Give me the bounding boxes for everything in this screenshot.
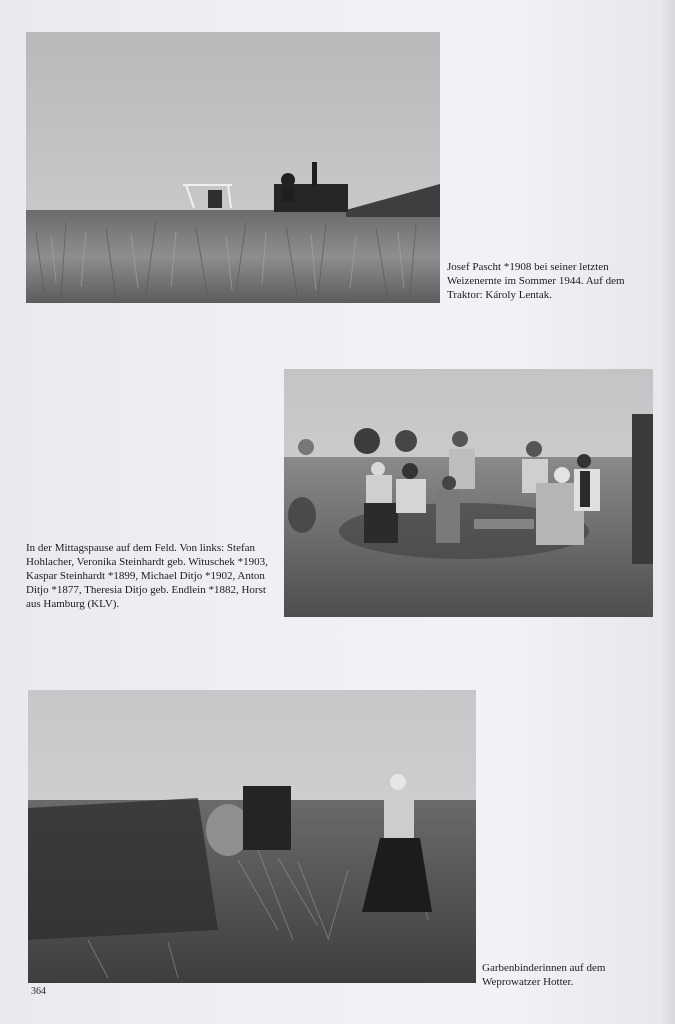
page-number: 364 — [31, 986, 46, 997]
photo-lunch-break-field — [284, 369, 653, 617]
photo-sheaf-binders — [28, 690, 476, 983]
caption-sheaf-binders: Garbenbinderinnen auf dem Weprowatzer Hotter. — [482, 962, 606, 988]
photo-wheat-harvest-tractor — [26, 32, 440, 303]
caption-lunch-break: In der Mittagspause auf dem Feld. Von links: Stefan Hohlacher, Veronika Steinhardt geb. Witusсhek *1903, Kaspar Steinhardt *1899, Michael Ditjo *1902, Anton Ditjo *1877, Theresia Ditjo geb. Endlein *1882, Horst aus Hamburg (KLV). — [26, 542, 268, 610]
caption-wheat-harvest: Josef Pascht *1908 bei seiner letzten Weizenernte im Sommer 1944. Auf dem Traktor: Károly Lentak. — [447, 261, 625, 301]
